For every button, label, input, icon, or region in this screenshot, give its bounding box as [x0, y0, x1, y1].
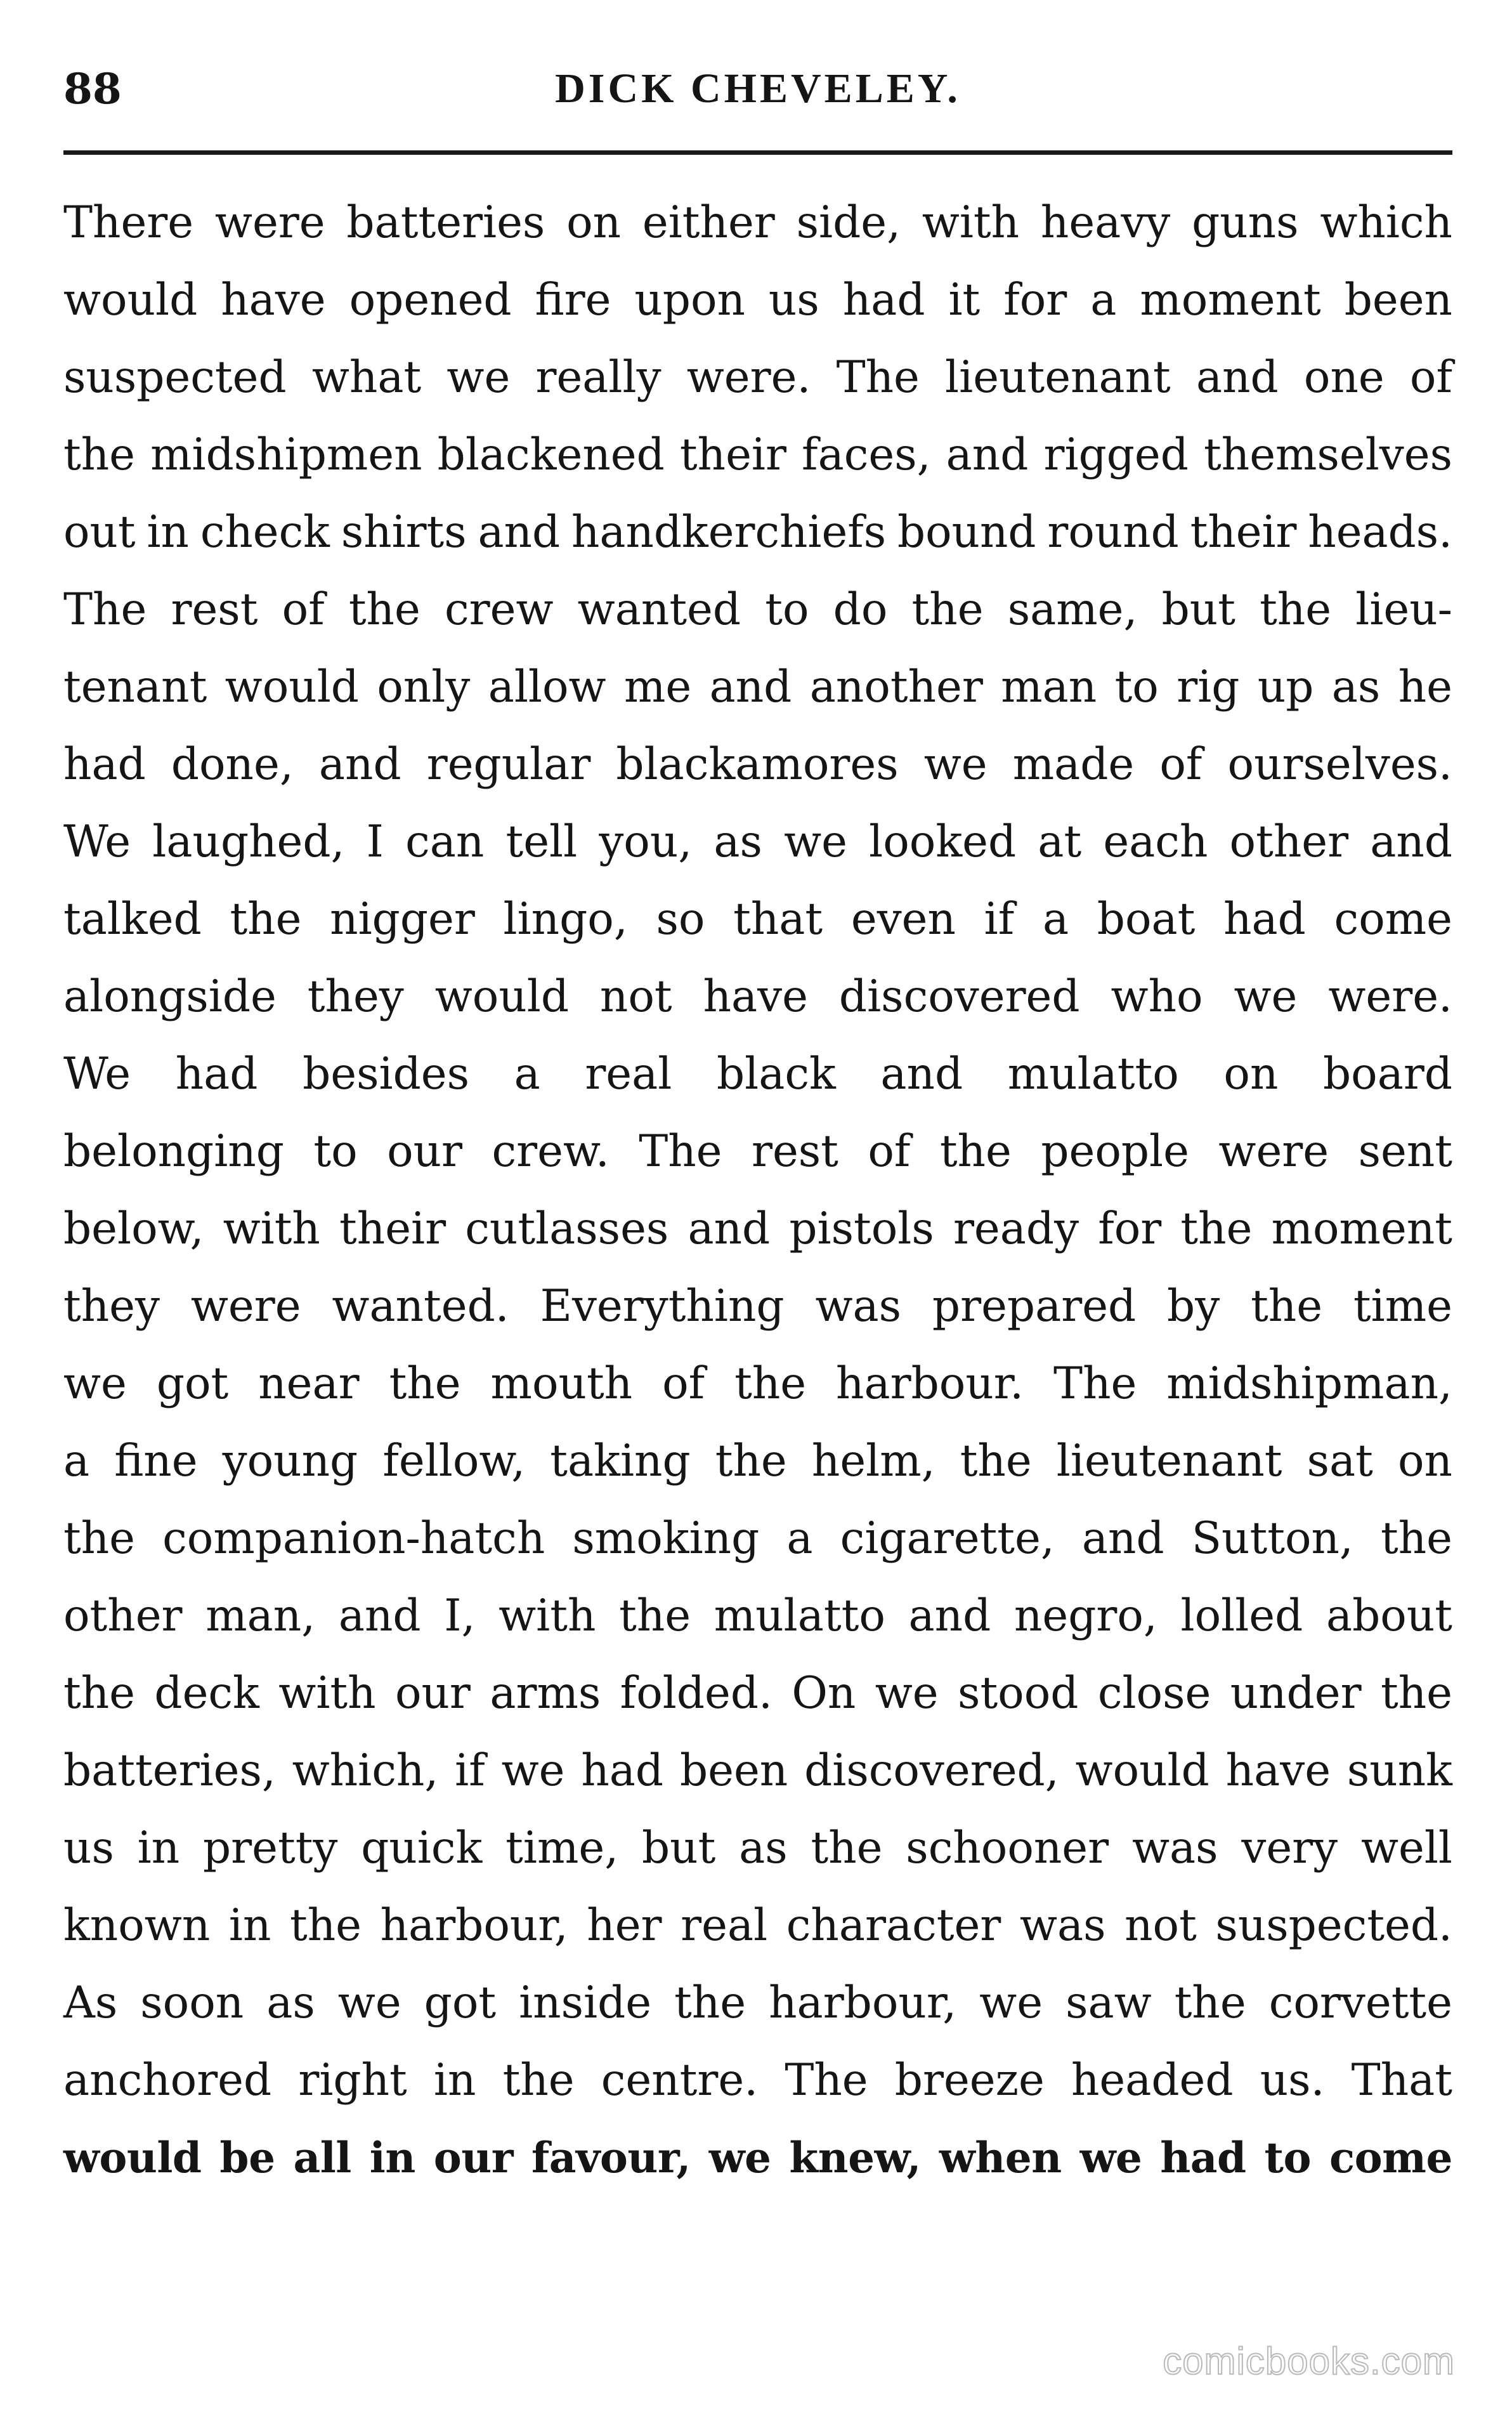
text-line: known in the harbour, her real character was not suspected.: [63, 1900, 1452, 1951]
text-line: would have opened fire upon us had it for a moment been: [63, 275, 1452, 325]
text-line: The rest of the crew wanted to do the same, but the lieu-: [63, 584, 1452, 635]
running-head: DICK CHEVELEY.: [555, 65, 961, 112]
text-line: other man, and I, with the mulatto and negro, lolled about: [63, 1591, 1452, 1641]
text-line: we got near the mouth of the harbour. The midshipman,: [63, 1358, 1452, 1409]
text-line: would be all in our favour, we knew, when we had to come: [63, 2133, 1452, 2182]
text-line: us in pretty quick time, but as the schooner was very well: [63, 1823, 1452, 1873]
text-line: belonging to our crew. The rest of the people were sent: [63, 1126, 1452, 1177]
text-line: We had besides a real black and mulatto on board: [63, 1049, 1452, 1099]
text-line: the deck with our arms folded. On we stood close under the: [63, 1668, 1452, 1719]
text-line: below, with their cutlasses and pistols ready for the moment: [63, 1204, 1452, 1254]
text-line: anchored right in the centre. The breeze headed us. That: [63, 2055, 1452, 2106]
text-line: out in check shirts and handkerchiefs bound round their heads.: [63, 507, 1452, 558]
text-line: As soon as we got inside the harbour, we saw the corvette: [63, 1978, 1452, 2028]
text-line: had done, and regular blackamores we made of ourselves.: [63, 739, 1452, 790]
text-line: they were wanted. Everything was prepared by the time: [63, 1281, 1452, 1332]
text-line: the midshipmen blackened their faces, and rigged themselves: [63, 430, 1452, 480]
page-number: 88: [63, 64, 122, 114]
text-line: talked the nigger lingo, so that even if a boat had come: [63, 894, 1452, 945]
text-line: We laughed, I can tell you, as we looked at each other and: [63, 817, 1452, 867]
text-line: alongside they would not have discovered who we were.: [63, 971, 1452, 1022]
text-line: There were batteries on either side, with heavy guns which: [63, 197, 1452, 248]
text-line: batteries, which, if we had been discovered, would have sunk: [63, 1745, 1452, 1796]
text-line: a fine young fellow, taking the helm, the lieutenant sat on: [63, 1436, 1452, 1486]
text-line: the companion-hatch smoking a cigarette, and Sutton, the: [63, 1513, 1452, 1564]
text-line: tenant would only allow me and another man to rig up as he: [63, 662, 1452, 712]
text-line: suspected what we really were. The lieutenant and one of: [63, 352, 1452, 403]
page-header: [63, 60, 1452, 117]
header-rule: [63, 150, 1452, 155]
watermark: comicbooks.com: [1163, 2340, 1455, 2382]
body-text: [63, 184, 1452, 2196]
